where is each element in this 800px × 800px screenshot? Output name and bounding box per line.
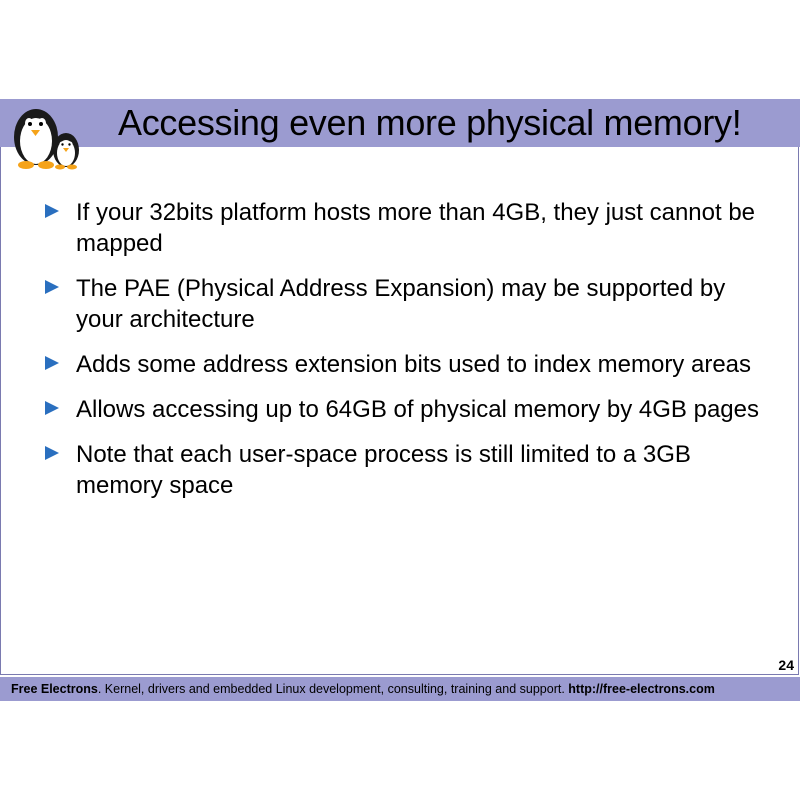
slide: [0, 99, 800, 701]
bullet-arrow-icon: [44, 203, 60, 219]
bullet-text: Allows accessing up to 64GB of physical memory by 4GB pages: [76, 396, 759, 423]
footer-brand: Free Electrons: [11, 682, 98, 696]
list-item: [40, 439, 775, 501]
page-number: 24: [778, 657, 794, 673]
bullet-arrow-icon: [44, 445, 60, 461]
footer-bar: [0, 677, 800, 701]
bullet-text: The PAE (Physical Address Expansion) may be supported by your architecture: [76, 275, 726, 333]
bullet-text: If your 32bits platform hosts more than 4GB, they just cannot be mapped: [76, 199, 756, 257]
slide-title: Accessing even more physical memory!: [118, 102, 742, 143]
list-item: [40, 394, 775, 425]
list-item: [40, 197, 775, 259]
penguin-logo-icon: [6, 101, 88, 173]
footer-url-link[interactable]: http://free-electrons.com: [568, 682, 715, 696]
list-item: [40, 273, 775, 335]
footer-tagline: . Kernel, drivers and embedded Linux development, consulting, training and support.: [97, 682, 569, 696]
bullet-list: [40, 197, 775, 515]
bullet-text: Adds some address extension bits used to index memory areas: [76, 351, 752, 378]
bullet-text: Note that each user-space process is still limited to a 3GB memory space: [76, 441, 691, 499]
bullet-arrow-icon: [44, 355, 60, 371]
list-item: [40, 349, 775, 380]
title-bar: [0, 99, 800, 147]
bullet-arrow-icon: [44, 400, 60, 416]
footer-text: [11, 682, 715, 696]
bullet-arrow-icon: [44, 279, 60, 295]
